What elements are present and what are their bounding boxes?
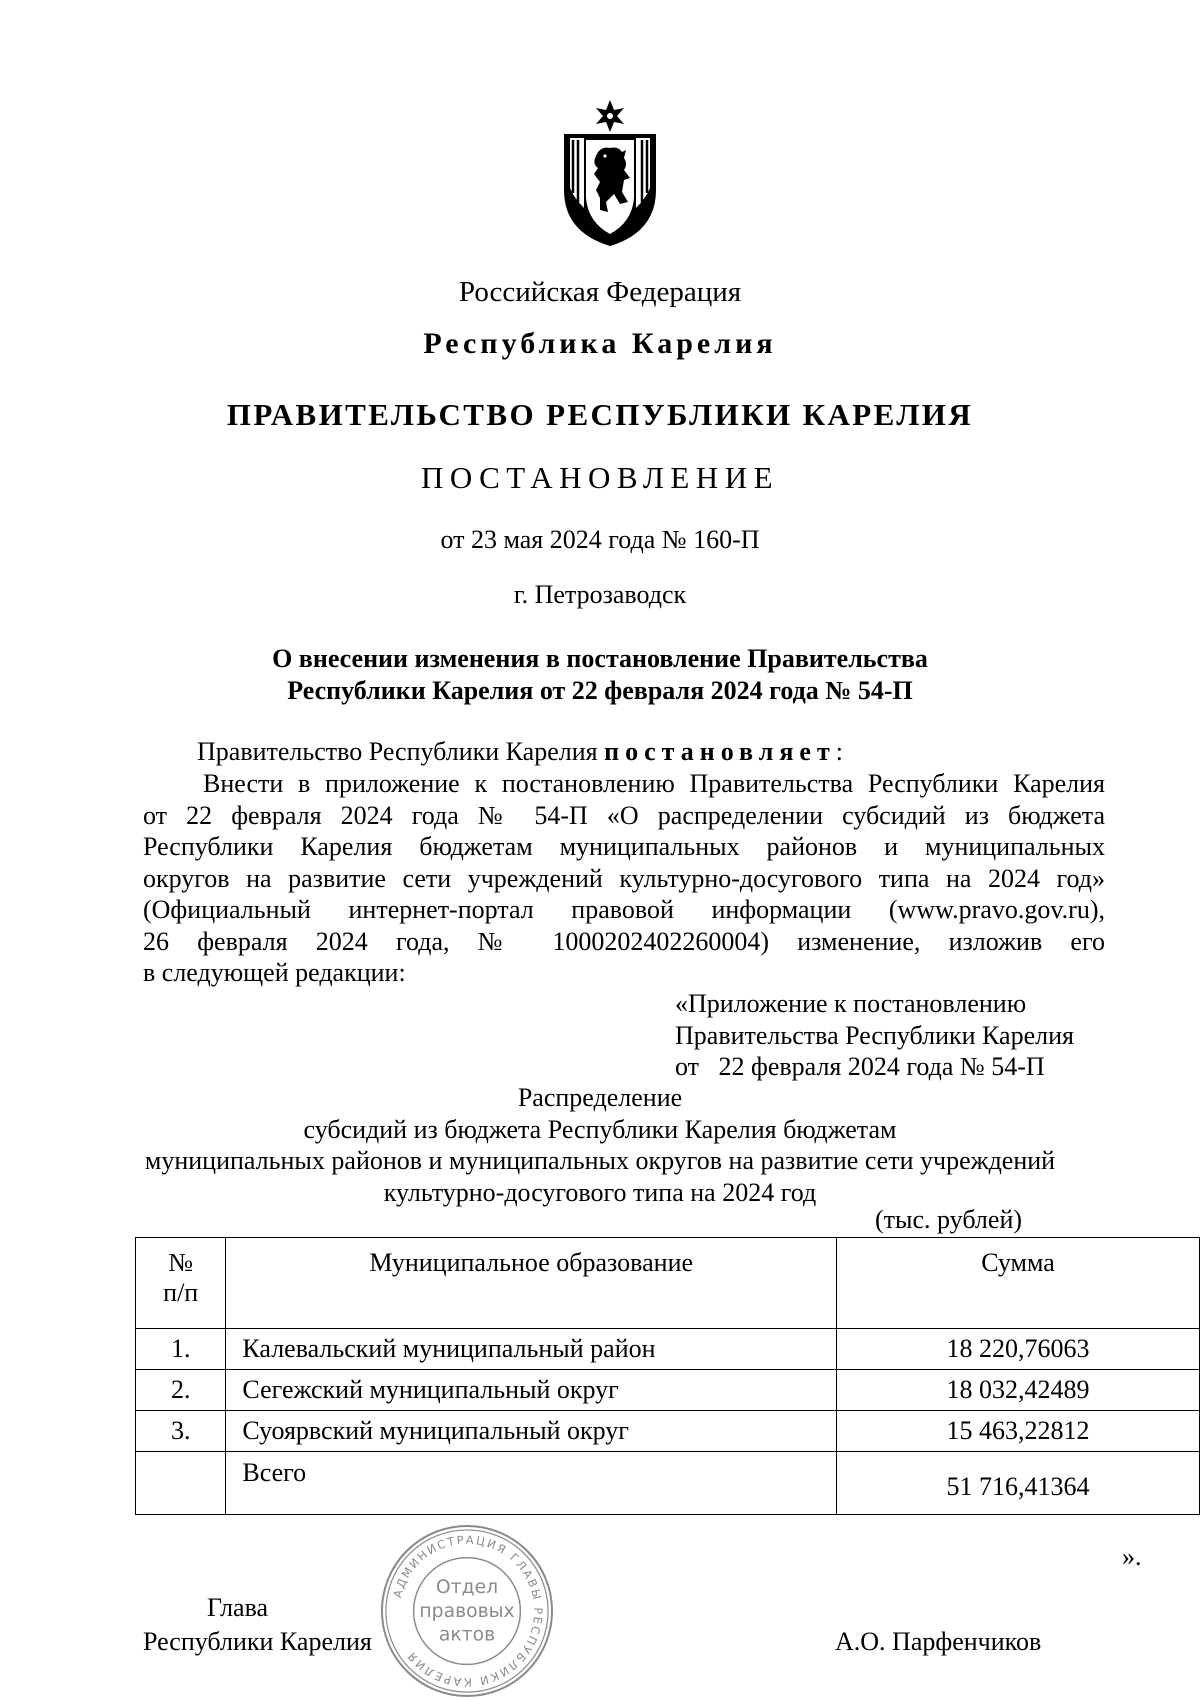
appendix-line-2: Правительства Республики Карелия — [675, 1020, 1074, 1050]
row-municipality: Суоярвский муниципальный округ — [226, 1411, 837, 1452]
government-heading: ПРАВИТЕЛЬСТВО РЕСПУБЛИКИ КАРЕЛИЯ — [226, 397, 974, 432]
appendix-line-1: «Приложение к постановлению — [675, 989, 1027, 1018]
paragraph-line: Республики Карелия бюджетам муниципальных районов и муниципальных — [143, 832, 1105, 861]
total-amount: 51 716,41364 — [837, 1452, 1200, 1515]
document-type-heading: ПОСТАНОВЛЕНИЕ — [420, 460, 780, 495]
appendix-reference — [675, 988, 1074, 1083]
distribution-title — [0, 1082, 1200, 1208]
table-row — [136, 1411, 1200, 1452]
subject-line-1: О внесении изменения в постановление Правительства — [272, 644, 928, 673]
closing-quote: ». — [1122, 1542, 1142, 1571]
table-row — [136, 1370, 1200, 1411]
row-municipality: Сегежский муниципальный округ — [226, 1370, 837, 1411]
signature-title-line-2: Республики Карелия — [143, 1627, 372, 1656]
distribution-line-1: субсидий из бюджета Республики Карелия бюджетам — [303, 1114, 897, 1144]
signature-name: А.О. Парфенчиков — [835, 1627, 1042, 1656]
legal-department-stamp — [378, 1522, 556, 1700]
row-municipality: Калевальский муниципальный район — [226, 1329, 837, 1370]
total-number-empty — [136, 1452, 226, 1515]
units-label: (тыс. рублей) — [875, 1205, 1023, 1234]
distribution-heading: Распределение — [517, 1083, 683, 1112]
stamp-center-line-3: актов — [438, 1624, 496, 1646]
lead-decree-word: постановляет — [604, 737, 836, 766]
header-municipality: Муниципальное образование — [226, 1238, 837, 1329]
document-city: г. Петрозаводск — [513, 580, 687, 609]
paragraph-line: в следующей редакции: — [143, 958, 406, 987]
row-amount: 18 220,76063 — [837, 1329, 1200, 1370]
stamp-center-line-2: правовых — [419, 1600, 515, 1622]
stamp-ring-text: АДМИНИСТРАЦИЯ ГЛАВЫ РЕСПУБЛИКИ КАРЕЛИЯ — [390, 1532, 546, 1690]
document-date-number: от 23 мая 2024 года № 160-П — [440, 525, 760, 554]
row-number: 2. — [136, 1370, 226, 1411]
resolution-paragraph — [143, 768, 1105, 989]
table-total-row — [136, 1452, 1200, 1515]
table-row — [136, 1329, 1200, 1370]
appendix-line-3: от 22 февраля 2024 года № 54-П — [675, 1052, 1045, 1081]
resolution-lead — [197, 737, 843, 767]
row-amount: 18 032,42489 — [837, 1370, 1200, 1411]
paragraph-line: округов на развитие сети учреждений культурно-досугового типа на 2024 год» — [143, 863, 1105, 893]
row-number: 3. — [136, 1411, 226, 1452]
subject-line-2: Республики Карелия от 22 февраля 2024 года № 54-П — [287, 676, 913, 705]
paragraph-line: от 22 февраля 2024 года № 54-П «О распределении субсидий из бюджета — [143, 800, 1105, 830]
stamp-center-line-1: Отдел — [435, 1577, 499, 1599]
subsidy-table — [135, 1237, 1200, 1515]
distribution-line-3: культурно-досугового типа на 2024 год — [383, 1177, 817, 1207]
lead-colon: : — [835, 737, 843, 766]
document-subject — [0, 643, 1200, 707]
country-heading: Российская Федерация — [458, 276, 742, 308]
lead-text: Правительство Республики Карелия — [197, 737, 605, 766]
paragraph-line: (Официальный интернет-портал правовой информации (www.pravo.gov.ru), — [143, 895, 1105, 924]
header-amount: Сумма — [837, 1238, 1200, 1329]
republic-heading: Республика Карелия — [423, 327, 777, 360]
header-number: № п/п — [136, 1238, 226, 1329]
karelia-coat-of-arms-icon — [560, 98, 660, 248]
row-number: 1. — [136, 1329, 226, 1370]
table-header-row — [136, 1238, 1200, 1329]
signature-title-line-1: Глава — [207, 1593, 269, 1622]
row-amount: 15 463,22812 — [837, 1411, 1200, 1452]
paragraph-line: 26 февраля 2024 года, № 1000202402260004) изменение, изложив его — [143, 926, 1105, 956]
distribution-line-2: муниципальных районов и муниципальных округов на развитие сети учреждений — [144, 1146, 1056, 1175]
total-label: Всего — [226, 1452, 837, 1515]
paragraph-line: Внести в приложение к постановлению Правительства Республики Карелия — [203, 769, 1105, 798]
